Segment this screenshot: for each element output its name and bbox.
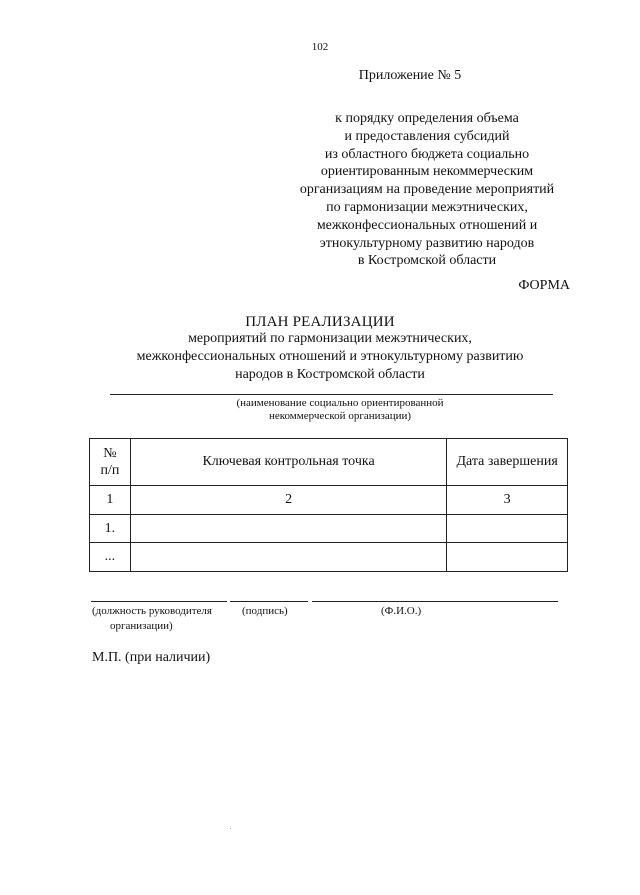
position-signature-line: [91, 601, 227, 602]
sign-signature-line: [230, 601, 308, 602]
row-point-cell[interactable]: [130, 543, 446, 572]
sign-caption: (подпись): [242, 605, 288, 617]
table-row: [90, 543, 568, 572]
name-signature-line: [312, 601, 558, 602]
row-date-cell[interactable]: [447, 515, 568, 543]
caption-line: некоммерческой организации): [268, 410, 412, 422]
appendix-title: Приложение № 5: [358, 68, 462, 83]
page-number: 102: [311, 41, 329, 53]
appendix-line: к порядку определения объема: [335, 111, 519, 126]
appendix-description: [262, 110, 592, 270]
header-num-cell: [90, 439, 131, 486]
appendix-line: этнокультурному развитию народов: [319, 235, 535, 251]
form-label: ФОРМА: [518, 278, 570, 293]
name-caption: (Ф.И.О.): [381, 605, 422, 617]
position-caption: [92, 604, 232, 634]
plan-subtitle-line: межконфессиональных отношений и этнокультурному развитию: [136, 348, 524, 364]
row-num-cell: ...: [90, 543, 131, 572]
header-num-abbrev: п/п: [100, 463, 120, 478]
row-num-cell: 1.: [90, 515, 131, 543]
numbering-cell: 3: [447, 486, 568, 515]
plan-table: [89, 438, 568, 572]
header-date-cell: Дата завершения: [447, 439, 568, 486]
plan-subtitle: [100, 330, 560, 383]
table-header-row: [90, 439, 568, 486]
scan-dot: [230, 828, 231, 829]
numbering-cell: 1: [90, 486, 131, 515]
appendix-line: ориентированным некоммерческим: [320, 164, 534, 180]
plan-subtitle-line: мероприятий по гармонизации межэтнических,: [188, 331, 472, 346]
header-num-symbol: №: [103, 446, 117, 461]
appendix-line: межконфессиональных отношений и: [316, 217, 538, 233]
appendix-line: в Костромской области: [357, 253, 497, 269]
row-point-cell[interactable]: [130, 515, 446, 543]
appendix-line: организациям на проведение мероприятий: [299, 182, 555, 198]
organization-name-line: [110, 394, 553, 395]
appendix-line: из областного бюджета социально: [324, 146, 530, 162]
plan-title: ПЛАН РЕАЛИЗАЦИИ: [245, 314, 395, 330]
stamp-note: М.П. (при наличии): [92, 650, 211, 665]
caption-line: (наименование социально ориентированной: [236, 397, 444, 409]
table-numbering-row: [90, 486, 568, 515]
row-date-cell[interactable]: [447, 543, 568, 572]
appendix-line: и предоставления субсидий: [344, 128, 510, 144]
plan-subtitle-line: народов в Костромской области: [235, 366, 425, 382]
appendix-line: по гармонизации межэтнических,: [326, 199, 528, 215]
header-point-cell: Ключевая контрольная точка: [130, 439, 446, 486]
position-caption-line: организации): [110, 620, 173, 632]
table-row: [90, 515, 568, 543]
organization-name-caption: [190, 397, 490, 423]
position-caption-line: (должность руководителя: [92, 605, 212, 617]
numbering-cell: 2: [130, 486, 446, 515]
